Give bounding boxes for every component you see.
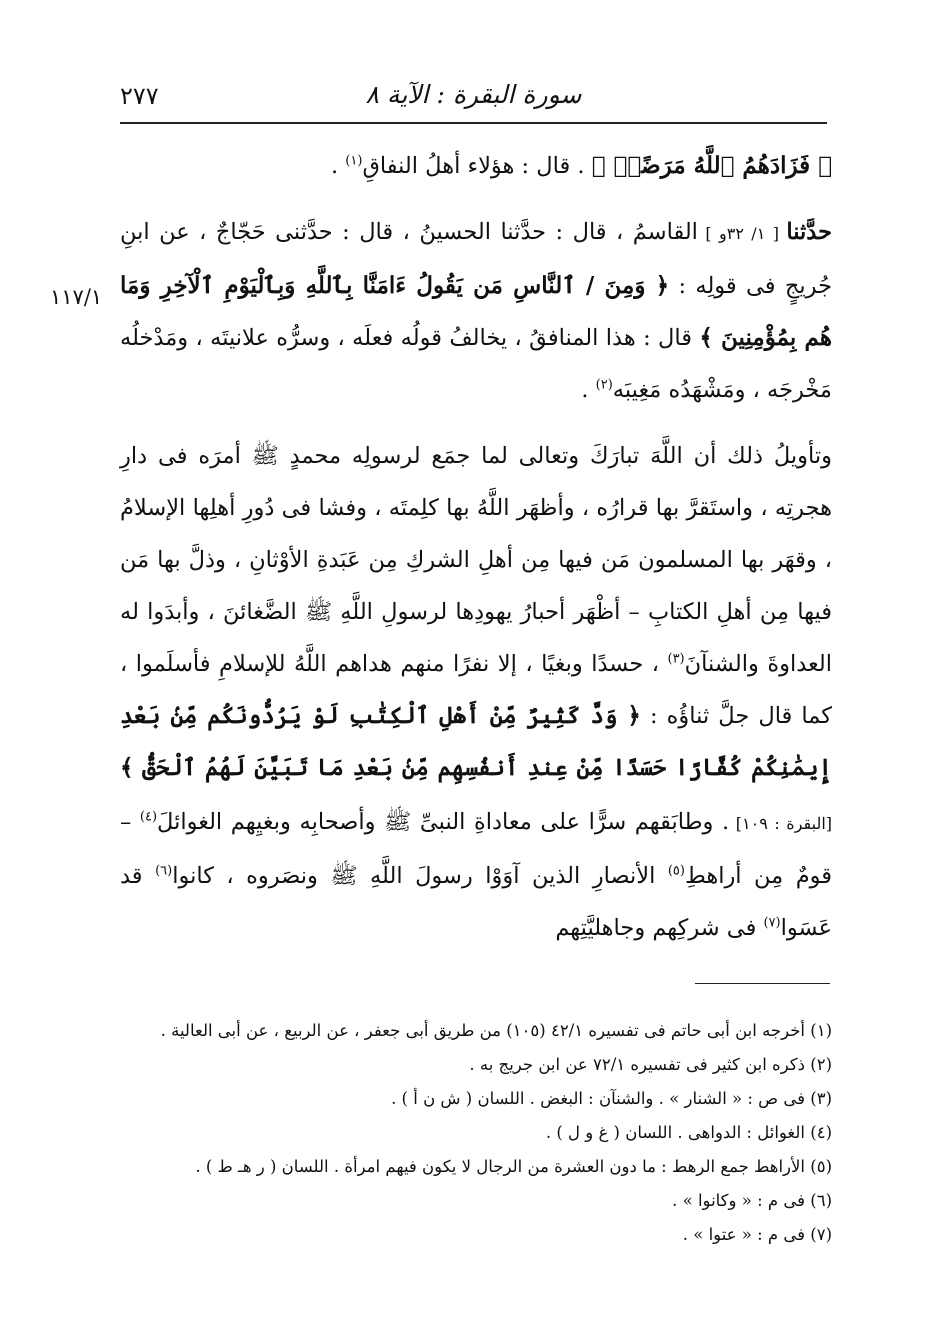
verse-ref: [البقرة : ١٠٩] [729, 814, 833, 833]
footnote-marker[interactable]: (٤) [139, 809, 158, 825]
footnote-marker[interactable]: (٦) [155, 863, 173, 879]
paragraph-text: – قومٌ مِن أراهطِ [120, 809, 833, 889]
footnotes [120, 1014, 832, 1252]
quran-verse: ﴿ وَدَّ كَثِيرٌ مِّنْ أَهْلِ ٱلْكِتَٰبِ لَوْ يَرُدُّونَكُم مِّنۢ بَعْدِ إِيمَٰنِكُمْ كُفَّارًا حَسَدًا مِّنْ عِندِ أَنفُسِهِم مِّنۢ بَعْدِ مَا تَبَيَّنَ لَهُمُ ٱلْحَقُّ ﴾ [120, 702, 832, 781]
main-text [120, 140, 832, 954]
paragraph-text: . قال : هؤلاء أهلُ النفاقِ [362, 153, 592, 179]
footnote-marker[interactable]: (٣) [667, 651, 685, 667]
quran-verse: ﴿ فَزَادَهُمُ ٱللَّهُ مَرَضًاۖ ﴾ [591, 152, 832, 179]
paragraph-text: قد عَسَوا [120, 863, 832, 941]
footnote-4: (٤) الغوائل : الدواهى . اللسان ( غ و ل ) . [545, 1123, 832, 1142]
footnote-3: (٣) فى ص : « الشنار » . والشنآن : البغض . اللسان ( ش ن أ ) . [391, 1089, 832, 1108]
manuscript-ref: [ ١/ ٣٢و ] [697, 224, 787, 243]
footnote-2: (٢) ذكره ابن كثير فى تفسيره ٧٢/١ عن ابن جريج به . [469, 1055, 832, 1074]
isnad-lead: حدَّثنا [786, 219, 832, 245]
paragraph-text: وتأويلُ ذلك أن اللَّهَ تبارَكَ وتعالى لما جمَع لرسولِه محمدٍ ﷺ أمرَه فى دارِ هجرتِه ، واستَقرَّ بها قرارُه ، وأظهَر اللَّهُ بها كلِمتَه ، وفشا فى دُورِ أهلِها الإسلامُ ، وقهَر بها المسلمون مَن فيها مِن أهلِ الشركِ مِن عَبَدةِ الأوْثانِ ، وذلَّ بها مَن فيها مِن أهلِ الكتابِ – أظْهَر أحبارُ يهودِها لرسولِ اللَّهِ ﷺ الضَّغائنَ ، وأبدَوا له العداوةَ والشنآنَ [120, 443, 832, 677]
footnote-marker[interactable]: (٧) [763, 915, 781, 931]
footnote-5: (٥) الأراهط جمع الرهط : ما دون العشرة من الرجال لا يكون فيهم امرأة . اللسان ( ر هـ ط ) . [195, 1157, 832, 1176]
paragraph-end: . [581, 377, 596, 403]
footnote-1: (١) أخرجه ابن أبى حاتم فى تفسيره ٤٢/١ (١٠٥) من طريق أبى جعفر ، عن الربيع ، عن أبى العالية . [160, 1021, 832, 1040]
footnote-marker[interactable]: (١) [345, 153, 363, 169]
footnote-7: (٧) فى م : « عتوا » . [682, 1225, 832, 1244]
paragraph-text: قال : هذا المنافقُ ، يخالفُ قولُه فعلَه ، وسرُّه علانيتَه ، ومَدْخلُه مَخْرجَه ، ومَشْهَدُه مَغِيبَه [120, 325, 832, 403]
paragraph-1 [120, 140, 832, 192]
footnote-divider [695, 983, 830, 984]
page-header [120, 78, 827, 124]
paragraph-end: . [330, 153, 346, 179]
paragraph-2 [120, 206, 832, 416]
footnote-marker[interactable]: (٥) [667, 863, 685, 879]
paragraph-text: ، حسدًا وبغيًا ، إلا نفرًا منهم هداهم اللَّهُ للإسلامِ فأسلَموا ، كما قال جلَّ ثناؤُه : [120, 651, 832, 729]
footnote-6: (٦) فى م : « وكانوا » . [672, 1191, 832, 1210]
margin-note: ١١٧/١ [50, 285, 103, 309]
page-number: ٢٧٧ [120, 82, 159, 110]
paragraph-text: فى شركِهم وجاهليَّتِهم [555, 915, 764, 941]
quran-verse: ﴿ وَمِنَ / ٱلنَّاسِ مَن يَقُولُ ءَامَنَّا بِٱللَّهِ وَبِٱلْيَوْمِ ٱلْآخِرِ وَمَا هُم بِمُؤْمِنِينَ ﴾ [120, 272, 832, 351]
paragraph-text: الأنصارِ الذين آوَوْا رسولَ اللَّهِ ﷺ ونصَروه ، كانوا [172, 863, 668, 889]
running-title: سورة البقرة : الآية ٨ [365, 80, 582, 109]
paragraph-text: . وطابَقهم سرًّا على معاداةِ النبىِّ ﷺ وأصحابِه وبغيِهم الغوائلَ [157, 809, 730, 835]
paragraph-text: القاسمُ ، قال : حدَّثنا الحسينُ ، قال : حدَّثنى حَجّاجٌ ، عن ابنِ جُريجٍ فى قولِه : [120, 219, 832, 299]
paragraph-3 [120, 430, 832, 954]
footnote-marker[interactable]: (٢) [595, 377, 613, 393]
